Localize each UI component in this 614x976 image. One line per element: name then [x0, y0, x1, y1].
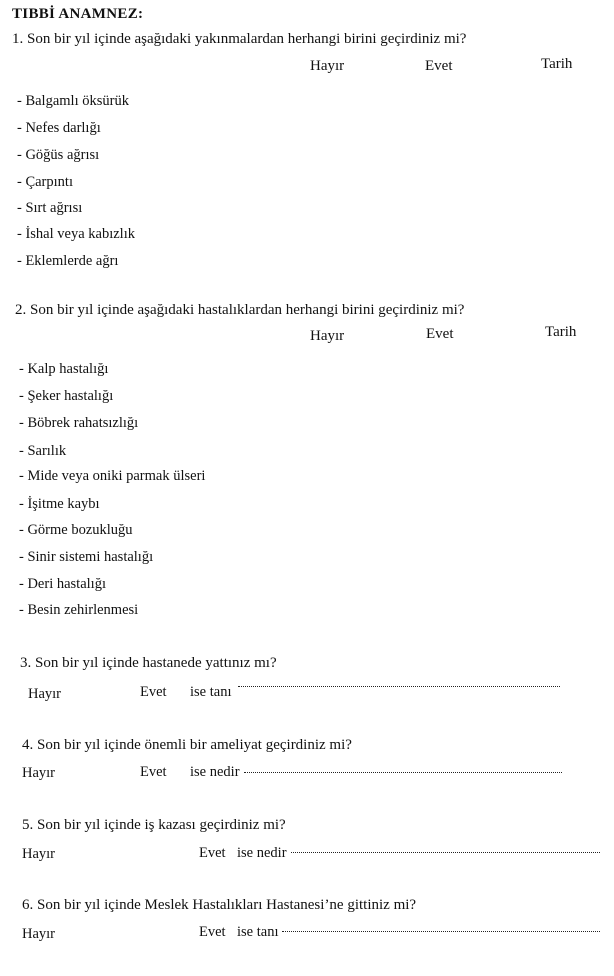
answer-line[interactable]: [238, 686, 560, 687]
disease-item: - Şeker hastalığı: [19, 388, 114, 404]
option-hayir[interactable]: Hayır: [22, 765, 56, 781]
disease-item: - Besin zehirlenmesi: [19, 602, 139, 618]
complaint-item: - Nefes darlığı: [17, 120, 101, 136]
question-3: 3. Son bir yıl içinde hastanede yattınız mı?: [20, 655, 277, 671]
disease-item: - Kalp hastalığı: [19, 361, 109, 377]
detail-label: ise nedir: [237, 845, 287, 861]
disease-item: - Sinir sistemi hastalığı: [19, 549, 154, 565]
detail-label: ise nedir: [190, 764, 240, 780]
disease-item: - İşitme kaybı: [19, 496, 100, 512]
option-evet[interactable]: Evet: [140, 684, 167, 700]
complaint-item: - Göğüs ağrısı: [17, 147, 100, 163]
option-evet[interactable]: Evet: [199, 845, 226, 861]
question-4: 4. Son bir yıl içinde önemli bir ameliyat geçirdiniz mi?: [22, 737, 352, 753]
complaint-item: - Çarpıntı: [17, 174, 73, 190]
column-header-hayir: Hayır: [310, 328, 345, 344]
form-title: TIBBİ ANAMNEZ:: [12, 6, 144, 22]
question-2: 2. Son bir yıl içinde aşağıdaki hastalıklardan herhangi birini geçirdiniz mi?: [15, 302, 465, 318]
complaint-item: - İshal veya kabızlık: [17, 226, 135, 242]
column-header-evet: Evet: [426, 326, 454, 342]
option-evet[interactable]: Evet: [199, 924, 226, 940]
column-header-hayir: Hayır: [310, 58, 345, 74]
complaint-item: - Sırt ağrısı: [17, 200, 83, 216]
disease-item: - Görme bozukluğu: [19, 522, 133, 538]
question-1: 1. Son bir yıl içinde aşağıdaki yakınmalardan herhangi birini geçirdiniz mi?: [12, 31, 467, 47]
disease-item: - Böbrek rahatsızlığı: [19, 415, 139, 431]
column-header-tarih: Tarih: [541, 56, 573, 72]
complaint-item: - Eklemlerde ağrı: [17, 253, 119, 269]
complaint-item: - Balgamlı öksürük: [17, 93, 129, 109]
disease-item: - Sarılık: [19, 443, 67, 459]
answer-line[interactable]: [291, 852, 600, 853]
answer-line[interactable]: [282, 931, 600, 932]
detail-label: ise tanı: [190, 684, 232, 700]
disease-item: - Deri hastalığı: [19, 576, 106, 592]
option-hayir[interactable]: Hayır: [22, 926, 56, 942]
option-evet[interactable]: Evet: [140, 764, 167, 780]
question-6: 6. Son bir yıl içinde Meslek Hastalıkları Hastanesi’ne gittiniz mi?: [22, 897, 417, 913]
column-header-tarih: Tarih: [545, 324, 577, 340]
detail-label: ise tanı: [237, 924, 279, 940]
disease-item: - Mide veya oniki parmak ülseri: [19, 468, 206, 484]
answer-line[interactable]: [244, 772, 562, 773]
option-hayir[interactable]: Hayır: [22, 846, 56, 862]
option-hayir[interactable]: Hayır: [28, 686, 62, 702]
column-header-evet: Evet: [425, 58, 453, 74]
question-5: 5. Son bir yıl içinde iş kazası geçirdiniz mi?: [22, 817, 286, 833]
